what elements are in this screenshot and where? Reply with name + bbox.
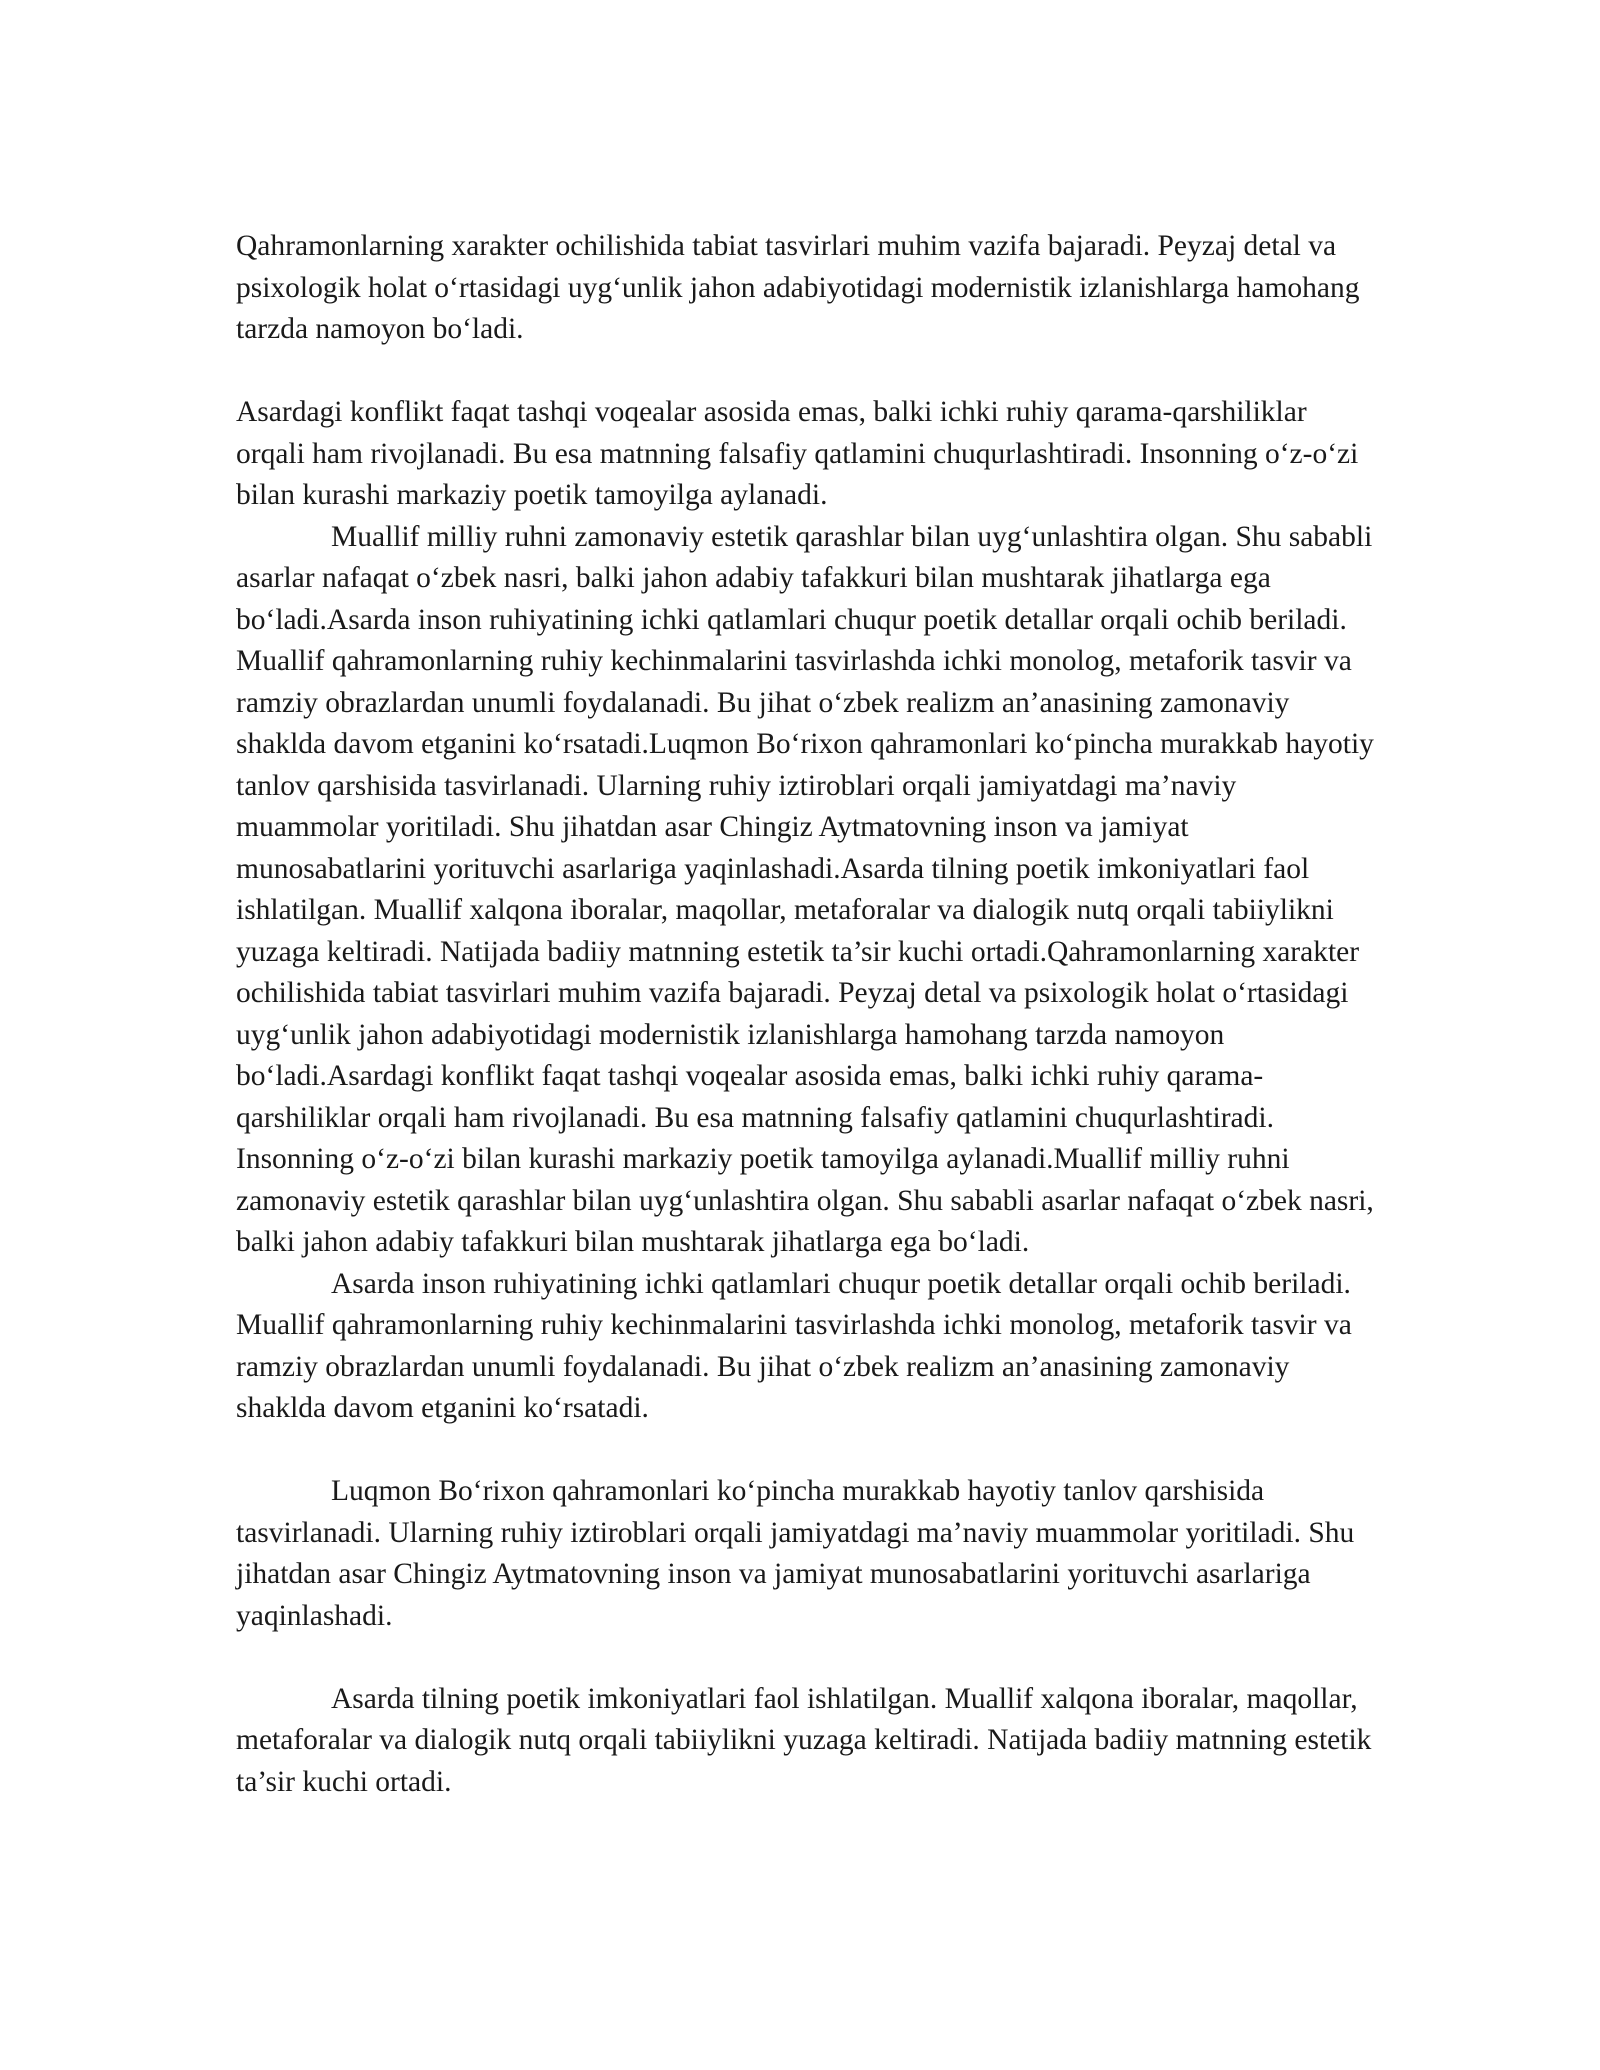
paragraph-4: Asarda inson ruhiyatining ichki qatlamlari chuqur poetik detallar orqali ochib beriladi. Muallif qahramonlarning ruhiy kechinmalarini tasvirlashda ichki monolog, metaforik tasvir va ramziy obrazlardan unumli foydalanadi. Bu jihat o‘zbek realizm an’anasining zamonaviy shaklda davom etganini ko‘rsatadi. <box>236 1267 1352 1424</box>
paragraph-spacer <box>236 351 1376 393</box>
document-page <box>236 226 1376 1803</box>
paragraph-spacer <box>236 1430 1376 1472</box>
paragraph-spacer <box>236 1637 1376 1679</box>
paragraph-6: Asarda tilning poetik imkoniyatlari faol ishlatilgan. Muallif xalqona iboralar, maqollar, metaforalar va dialogik nutq orqali tabiiylikni yuzaga keltiradi. Natijada badiiy matnning estetik ta’sir kuchi ortadi. <box>236 1682 1372 1798</box>
paragraph-5: Luqmon Bo‘rixon qahramonlari ko‘pincha murakkab hayotiy tanlov qarshisida tasvirlanadi. Ularning ruhiy iztiroblari orqali jamiyatdagi ma’naviy muammolar yoritiladi. Shu jihatdan asar Chingiz Aytmatovning inson va jamiyat munosabatlarini yorituvchi asarlariga yaqinlashadi. <box>236 1475 1355 1632</box>
paragraph-1: Qahramonlarning xarakter ochilishida tabiat tasvirlari muhim vazifa bajaradi. Peyzaj detal va psixologik holat o‘rtasidagi uyg‘unlik jahon adabiyotidagi modernistik izlanishlarga hamohang tarzda namoyon bo‘ladi. <box>236 230 1360 345</box>
paragraph-3: Muallif milliy ruhni zamonaviy estetik qarashlar bilan uyg‘unlashtira olgan. Shu sababli asarlar nafaqat o‘zbek nasri, balki jahon adabiy tafakkuri bilan mushtarak jihatlarga ega bo‘ladi.Asarda inson ruhiyatining ichki qatlamlari chuqur poetik detallar orqali ochib beriladi. Muallif qahramonlarning ruhiy kechinmalarini tasvirlashda ichki monolog, metaforik tasvir va ramziy obrazlardan unumli foydalanadi. Bu jihat o‘zbek realizm an’anasining zamonaviy shaklda davom etganini ko‘rsatadi.Luqmon Bo‘rixon qahramonlari ko‘pincha murakkab hayotiy tanlov qarshisida tasvirlanadi. Ularning ruhiy iztiroblari orqali jamiyatdagi ma’naviy muammolar yoritiladi. Shu jihatdan asar Chingiz Aytmatovning inson va jamiyat munosabatlarini yorituvchi asarlariga yaqinlashadi.Asarda tilning poetik imkoniyatlari faol ishlatilgan. Muallif xalqona iboralar, maqollar, metaforalar va dialogik nutq orqali tabiiylikni yuzaga keltiradi. Natijada badiiy matnning estetik ta’sir kuchi ortadi.Qahramonlarning xarakter ochilishida tabiat tasvirlari muhim vazifa bajaradi. Peyzaj detal va psixologik holat o‘rtasidagi uyg‘unlik jahon adabiyotidagi modernistik izlanishlarga hamohang tarzda namoyon bo‘ladi.Asardagi konflikt faqat tashqi voqealar asosida emas, balki ichki ruhiy qarama-qarshiliklar orqali ham rivojlanadi. Bu esa matnning falsafiy qatlamini chuqurlashtiradi. Insonning o‘z-o‘zi bilan kurashi markaziy poetik tamoyilga aylanadi.Muallif milliy ruhni zamonaviy estetik qarashlar bilan uyg‘unlashtira olgan. Shu sababli asarlar nafaqat o‘zbek nasri, balki jahon adabiy tafakkuri bilan mushtarak jihatlarga ega bo‘ladi. <box>236 520 1374 1258</box>
paragraph-2: Asardagi konflikt faqat tashqi voqealar asosida emas, balki ichki ruhiy qarama-qarshiliklar orqali ham rivojlanadi. Bu esa matnning falsafiy qatlamini chuqurlashtiradi. Insonning o‘z-o‘zi bilan kurashi markaziy poetik tamoyilga aylanadi. <box>236 396 1359 511</box>
